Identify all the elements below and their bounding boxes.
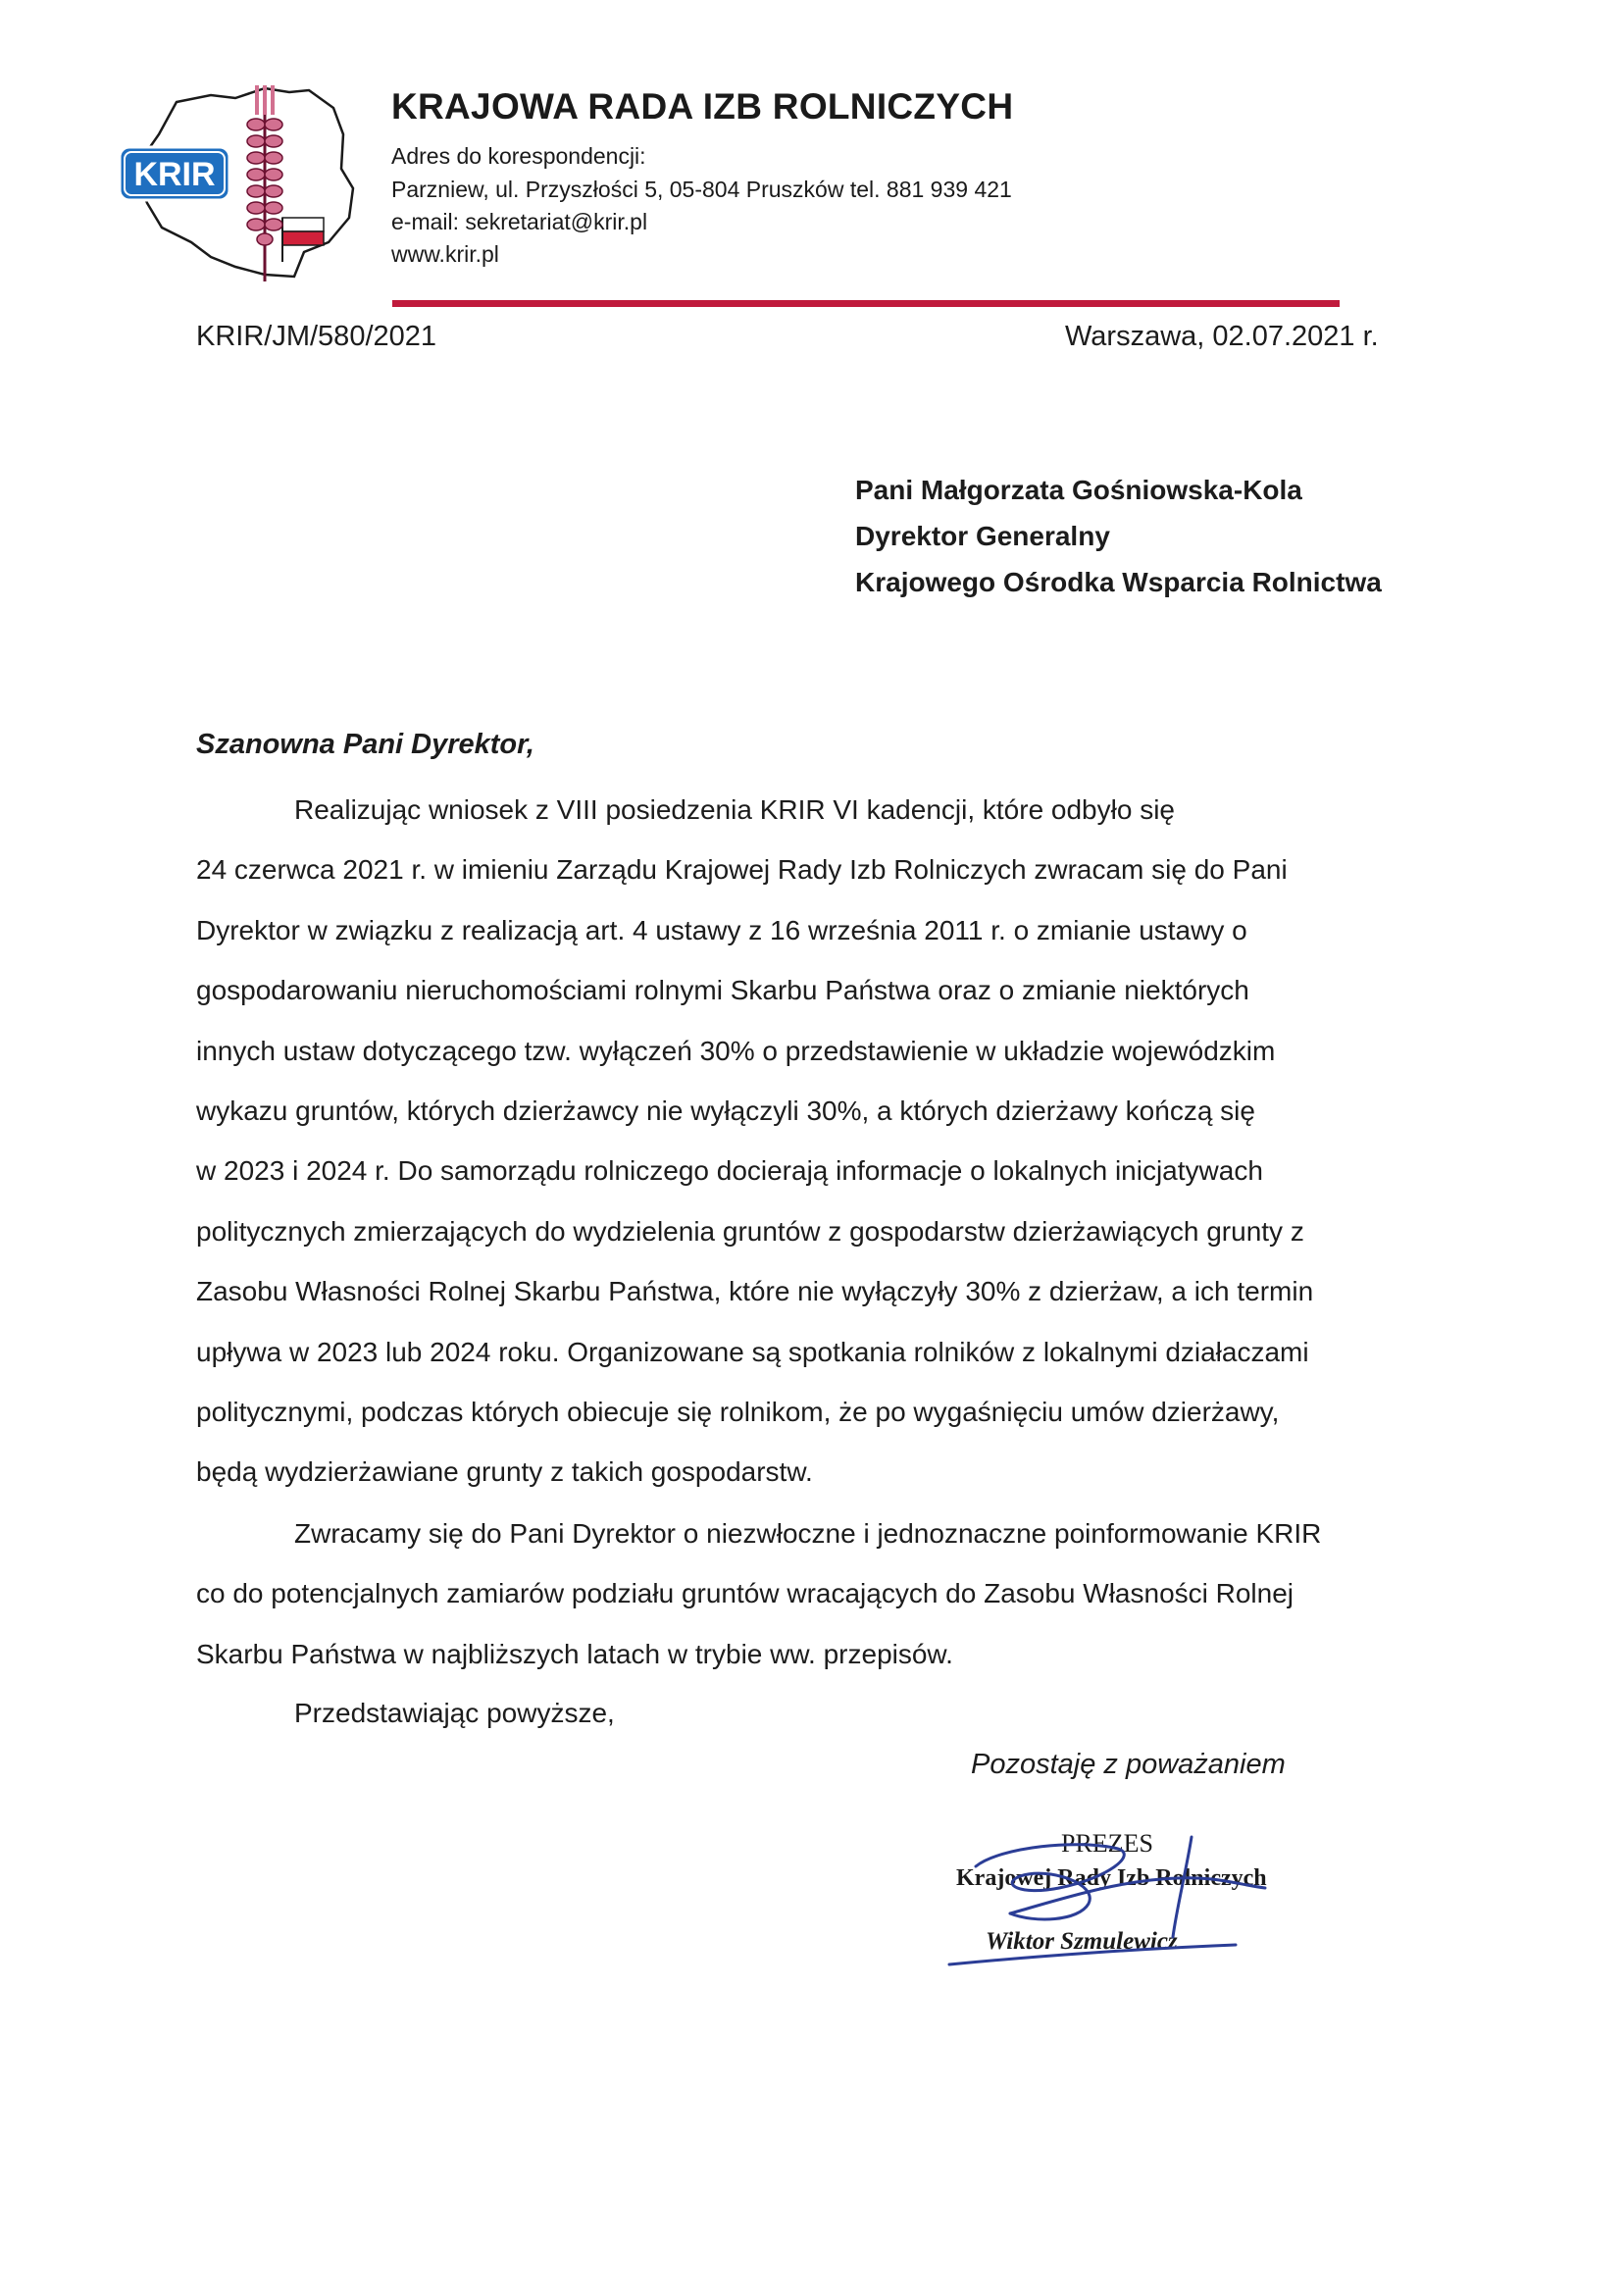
signature-stamp xyxy=(941,1819,1294,1976)
stamp-title: PREZES xyxy=(1061,1829,1153,1858)
correspondence-label: Adres do korespondencji: xyxy=(391,143,646,169)
wheat-ear-icon xyxy=(247,85,282,281)
letter-date: Warszawa, 02.07.2021 r. xyxy=(1065,321,1379,352)
krir-badge-text: KRIR xyxy=(133,156,216,193)
postal-address: Parzniew, ul. Przyszłości 5, 05-804 Pruszków tel. 881 939 421 xyxy=(391,177,1012,202)
email-line: e-mail: sekretariat@krir.pl xyxy=(391,209,648,234)
closing-phrase: Pozostaję z poważaniem xyxy=(971,1749,1286,1780)
polish-flag-white xyxy=(282,218,324,231)
letterhead-rule xyxy=(392,300,1340,307)
body-paragraph-2: Zwracamy się do Pani Dyrektor o niezwłoczne i jednoznaczne poinformowanie KRIR co do potencjalnych zamiarów podziału gruntów wracających do Zasobu Własności Rolnej Skarbu Państwa w najbliższych latach w trybie ww. przepisów. xyxy=(196,1518,1322,1669)
salutation: Szanowna Pani Dyrektor, xyxy=(196,729,534,760)
organization-name: KRAJOWA RADA IZB ROLNICZYCH xyxy=(391,86,1014,127)
reference-number: KRIR/JM/580/2021 xyxy=(196,321,437,352)
addressee-name: Pani Małgorzata Gośniowska-Kola xyxy=(855,475,1302,505)
stamp-organization: Krajowej Rady Izb Rolniczych xyxy=(956,1865,1267,1891)
polish-flag-red xyxy=(282,231,324,245)
website-line: www.krir.pl xyxy=(391,241,499,267)
body-paragraph-1: Realizując wniosek z VIII posiedzenia KRIR VI kadencji, które odbyło się 24 czerwca 2021 r. w imieniu Zarządu Krajowej Rady Izb Rolniczych zwracam się do Pani Dyrektor w związku z realizacją art. 4 ustawy z 16 września 2011 r. o zmianie ustawy o gospodarowaniu nieruchomościami rolnymi Skarbu Państwa oraz o zmianie niektórych innych ustaw dotyczącego tzw. wyłączeń 30% o przedstawienie w układzie wojewódzkim wykazu gruntów, których dzierżawcy nie wyłączyli 30%, a których dzierżawy kończą się w 2023 i 2024 r. Do samorządu rolniczego docierają informacje o lokalnych inicjatywach politycznych zmierzających do wydzielenia gruntów z gospodarstw dzierżawiących grunty z Zasobu Własności Rolnej Skarbu Państwa, które nie wyłączyły 30% z dzierżaw, a ich termin upływa w 2023 lub 2024 roku. Organizowane są spotkania rolników z lokalnymi działaczami politycznymi, podczas których obiecuje się rolnikom, że po wygaśnięciu umów dzierżawy, będą wydzierżawiane grunty z takich gospodarstw. xyxy=(196,794,1314,1488)
krir-logo xyxy=(118,80,368,291)
body-paragraph-3: Przedstawiając powyższe, xyxy=(294,1698,615,1728)
addressee-institution: Krajowego Ośrodka Wsparcia Rolnictwa xyxy=(855,567,1382,597)
addressee-title: Dyrektor Generalny xyxy=(855,521,1110,551)
stamp-name: Wiktor Szmulewicz xyxy=(986,1928,1178,1955)
